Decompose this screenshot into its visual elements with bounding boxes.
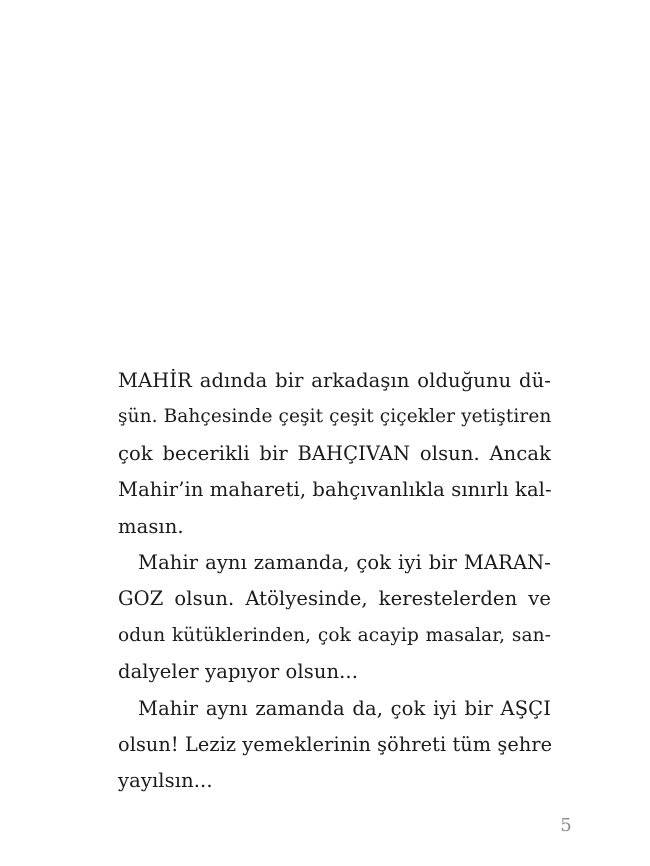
text-line: Mahir aynı zamanda da, çok iyi bir AŞÇI [138, 696, 551, 720]
text-line: olsun! Leziz yemeklerinin şöhreti tüm şehre [118, 732, 553, 756]
text-line: Mahir aynı zamanda, çok iyi bir MARAN- [138, 550, 551, 574]
text-line: MAHİR adında bir arkadaşın olduğunu dü- [118, 369, 551, 392]
text-line: şün. Bahçesinde çeşit çeşit çiçekler yetiştiren [118, 406, 552, 428]
text-line: GOZ olsun. Atölyesinde, kerestelerden ve [118, 587, 551, 611]
text-line: masın. [118, 514, 184, 538]
text-line: odun kütüklerinden, çok acayip masalar, san- [118, 624, 551, 646]
text-line: dalyeler yapıyor olsun... [118, 660, 359, 684]
body-text [118, 363, 551, 800]
text-line: Mahir’in mahareti, bahçıvanlıkla sınırlı kal- [118, 478, 552, 502]
text-line: yayılsın... [118, 769, 213, 793]
text-line: çok becerikli bir BAHÇIVAN olsun. Ancak [118, 441, 551, 465]
page-number: 5 [560, 815, 572, 836]
